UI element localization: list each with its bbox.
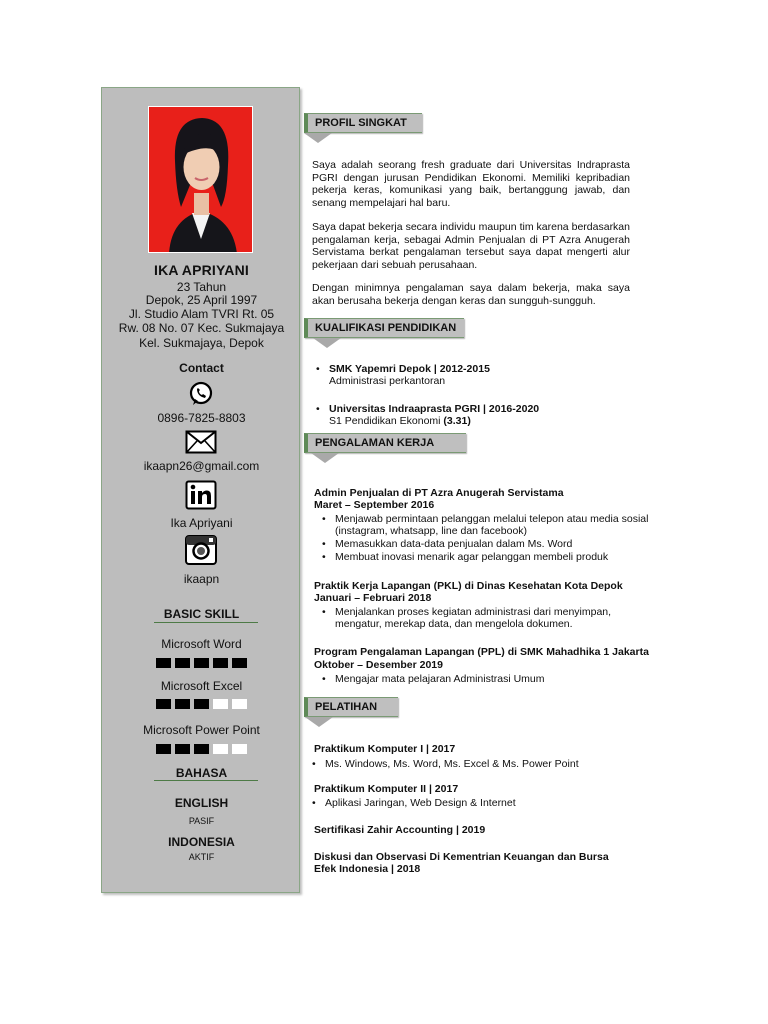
experience-point: • Membuat inovasi menarik agar pelanggan membeli produk [317,551,657,563]
training-heading-arrow [305,717,333,727]
skill-dot [232,744,247,754]
sidebar [101,87,300,893]
profile-heading-arrow [304,133,332,143]
education-list-2 [311,403,539,428]
training-points-2 [307,797,516,810]
experience-heading-arrow [311,453,339,463]
training-heading: PELATIHAN [304,697,398,717]
experience-role-1: Admin Penjualan di PT Azra Anugerah Servistama [314,487,564,499]
education-item [311,403,539,427]
skill-dot [194,658,209,668]
skill-divider [154,622,258,623]
training-point: • Ms. Windows, Ms. Word, Ms. Excel & Ms. Power Point [307,758,579,770]
training-point: • Aplikasi Jaringan, Web Design & Internet [307,797,516,809]
education-school: Universitas Indraaprasta PGRI | 2016-2020 [329,403,540,415]
training-title-4: Diskusi dan Observasi Di Kementrian Keuangan dan Bursa Efek Indonesia | 2018 [314,851,609,875]
profile-paragraph-2: Saya dapat bekerja secara individu maupun tim karena berdasarkan pengalaman kerja, sebagai Admin Penjualan di PT Azra Anugerah Servistama berkat pengalaman tersebut saya dapat mengerti alur pekerjaan dari sebuah perusahaan. [312,221,630,271]
address-line-2: Rw. 08 No. 07 Kec. Sukmajaya [118,321,285,335]
experience-points-2 [317,606,657,631]
education-detail: Administrasi perkantoran [329,375,446,387]
language-english-level: PASIF [188,816,215,826]
language-indonesia: INDONESIA [168,835,235,849]
skill-dot [213,699,228,709]
skill-dot [175,744,190,754]
training-title-2: Praktikum Komputer II | 2017 [314,783,459,795]
education-detail: S1 Pendidikan Ekonomi [329,415,441,427]
candidate-name: IKA APRIYANI [154,262,249,278]
education-heading: KUALIFIKASI PENDIDIKAN [304,318,464,338]
skill-word-rating [102,658,301,668]
experience-point: • Menjalankan proses kegiatan administrasi dari menyimpan, mengatur, merekap data, dan mengelola dokumen. [317,606,657,630]
instagram-handle: ikaapn [183,572,220,586]
experience-role-2: Praktik Kerja Lapangan (PKL) di Dinas Kesehatan Kota Depok [314,580,623,592]
instagram-icon [184,534,218,571]
skill-excel-label: Microsoft Excel [160,679,243,693]
email-icon [185,430,217,459]
birth-date: Depok, 25 April 1997 [145,293,258,307]
experience-role-3: Program Pengalaman Lapangan (PPL) di SMK Mahadhika 1 Jakarta [314,646,649,658]
profile-paragraph-3: Dengan minimnya pengalaman saya dalam bekerja, maka saya akan berusaha bekerja dengan keras dan sungguh-sungguh. [312,282,630,307]
skill-dot [156,699,171,709]
education-gpa: (3.31) [443,415,471,427]
experience-heading: PENGALAMAN KERJA [304,433,466,453]
skill-powerpoint-rating [102,744,301,754]
skill-dot [213,744,228,754]
experience-point: • Mengajar mata pelajaran Administrasi Umum [317,673,545,685]
phone-number: 0896-7825-8803 [157,411,246,425]
experience-period-2: Januari – Februari 2018 [314,592,432,604]
whatsapp-icon [188,381,214,412]
experience-points-1 [317,513,657,564]
skill-powerpoint-label: Microsoft Power Point [143,723,260,737]
linkedin-name: Ika Apriyani [170,516,233,530]
education-list-1 [311,363,490,388]
experience-period-3: Oktober – Desember 2019 [314,659,443,671]
experience-points-3 [317,673,545,686]
linkedin-icon [185,480,217,515]
education-item [311,363,490,387]
skill-dot [232,699,247,709]
skill-dot [175,699,190,709]
skill-dot [175,658,190,668]
experience-period-1: Maret – September 2016 [314,499,435,511]
skill-dot [194,744,209,754]
experience-point: • Memasukkan data-data penjualan dalam Ms. Word [317,538,657,550]
address-line-1: Jl. Studio Alam TVRI Rt. 05 [128,307,275,321]
training-title-1: Praktikum Komputer I | 2017 [314,743,456,755]
language-title: BAHASA [175,766,228,780]
basic-skill-title: BASIC SKILL [163,607,240,621]
skill-dot [232,658,247,668]
language-indonesia-level: AKTIF [188,852,215,862]
skill-dot [156,744,171,754]
skill-excel-rating [102,699,301,709]
education-school: SMK Yapemri Depok | 2012-2015 [329,363,490,375]
language-english: ENGLISH [174,796,229,810]
profile-heading: PROFIL SINGKAT [304,113,422,133]
training-title-3: Sertifikasi Zahir Accounting | 2019 [314,824,486,836]
address-line-3: Kel. Sukmajaya, Depok [139,336,264,350]
skill-word-label: Microsoft Word [161,637,242,651]
age: 23 Tahun [176,280,227,294]
profile-photo [148,106,253,253]
skill-dot [156,658,171,668]
contact-title: Contact [179,361,224,375]
experience-point: • Menjawab permintaan pelanggan melalui telepon atau media sosial (instagram, whatsapp, line dan facebook) [317,513,657,537]
email-address: ikaapn26@gmail.com [143,459,260,473]
education-heading-arrow [313,338,341,348]
training-points-1 [307,758,579,771]
skill-dot [213,658,228,668]
language-divider [154,780,258,781]
skill-dot [194,699,209,709]
profile-paragraph-1: Saya adalah seorang fresh graduate dari Universitas Indraprasta PGRI dengan jurusan Pendidikan Ekonomi. Memiliki kepribadian pekerja keras, komunikasi yang baik, bertanggung jawab, dan senang mempelajari hal baru. [312,159,630,209]
